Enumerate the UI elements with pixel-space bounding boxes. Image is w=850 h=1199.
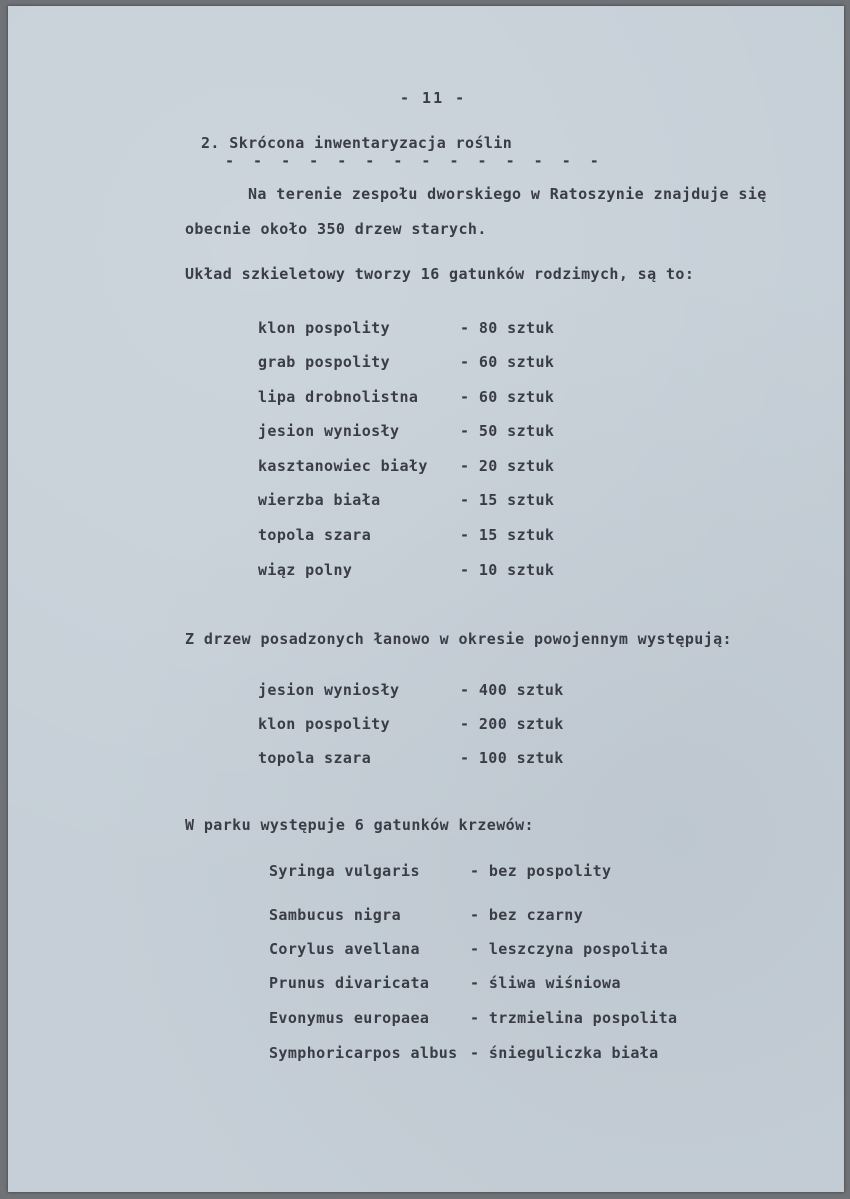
tree-count: - 15 sztuk [460,491,555,509]
intro-line-2: obecnie około 350 drzew starych. [185,220,487,238]
tree-count: - 10 sztuk [460,561,555,579]
intro-line-1: Na terenie zespołu dworskiego w Ratoszynie znajduje się [248,185,767,203]
tree-name: wiąz polny [258,561,353,579]
shrub-polish-name: - trzmielina pospolita [470,1009,678,1027]
tree-count: - 200 sztuk [460,715,564,733]
shrub-polish-name: - śliwa wiśniowa [470,974,621,992]
shrub-polish-name: - bez czarny [470,906,584,924]
tree-count: - 60 sztuk [460,388,555,406]
tree-count: - 50 sztuk [460,422,555,440]
shrub-latin-name: Evonymus europaea [269,1009,430,1027]
tree-name: klon pospolity [258,715,391,733]
tree-count: - 80 sztuk [460,319,555,337]
tree-count: - 15 sztuk [460,526,555,544]
section-heading: 2. Skrócona inwentaryzacja roślin [201,134,513,152]
shrub-latin-name: Corylus avellana [269,940,420,958]
tree-name: grab pospolity [258,353,391,371]
shrub-polish-name: - śnieguliczka biała [470,1044,659,1062]
page-number: - 11 - [400,89,467,107]
tree-count: - 100 sztuk [460,749,564,767]
tree-name: kasztanowiec biały [258,457,428,475]
tree-name: wierzba biała [258,491,381,509]
tree-name: klon pospolity [258,319,391,337]
shrub-latin-name: Prunus divaricata [269,974,430,992]
shrub-latin-name: Sambucus nigra [269,906,402,924]
tree-name: jesion wyniosły [258,422,400,440]
tree-name: topola szara [258,526,372,544]
shrubs-intro: W parku występuje 6 gatunków krzewów: [185,816,534,834]
skeleton-intro: Układ szkieletowy tworzy 16 gatunków rodzimych, są to: [185,265,695,283]
shrub-polish-name: - bez pospolity [470,862,612,880]
tree-name: jesion wyniosły [258,681,400,699]
heading-underline: - - - - - - - - - - - - - - [225,152,604,170]
tree-count: - 60 sztuk [460,353,555,371]
planted-intro: Z drzew posadzonych łanowo w okresie powojennym występują: [185,630,732,648]
tree-count: - 400 sztuk [460,681,564,699]
tree-count: - 20 sztuk [460,457,555,475]
shrub-polish-name: - leszczyna pospolita [470,940,669,958]
tree-name: lipa drobnolistna [258,388,419,406]
shrub-latin-name: Symphoricarpos albus [269,1044,458,1062]
tree-name: topola szara [258,749,372,767]
shrub-latin-name: Syringa vulgaris [269,862,420,880]
document-page [8,6,844,1192]
